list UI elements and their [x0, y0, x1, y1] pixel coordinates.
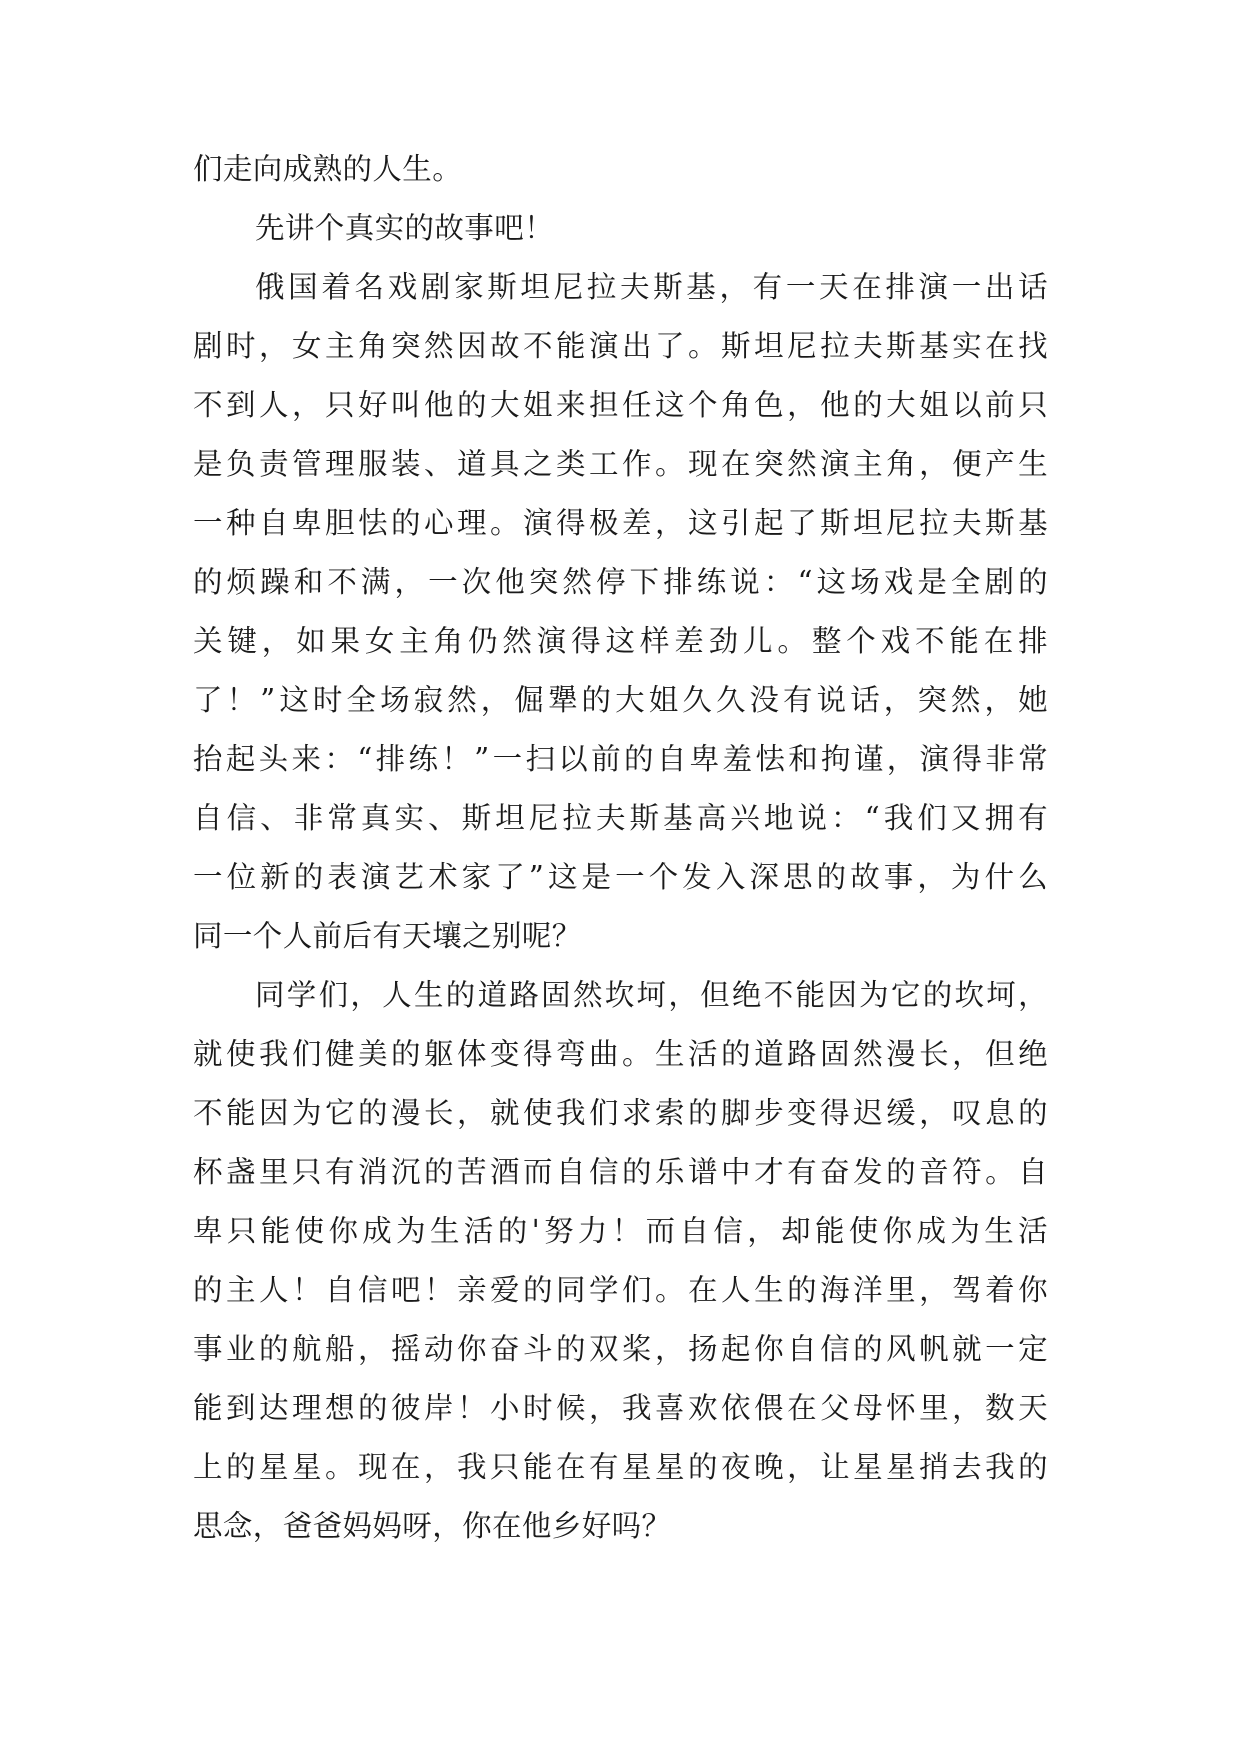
- text-line: 上的星星。现在，我只能在有星星的夜晚，让星星捎去我的: [193, 1450, 1048, 1484]
- text-line: 们走向成熟的人生。: [193, 152, 463, 186]
- text-line: 不能因为它的漫长，就使我们求索的脚步变得迟缓，叹息的: [193, 1096, 1048, 1130]
- text-line: 思念，爸爸妈妈呀，你在他乡好吗？: [193, 1509, 672, 1543]
- body-text: [193, 140, 1048, 1556]
- text-line: 了！”这时全场寂然，倔犟的大姐久久没有说话，突然，她: [193, 683, 1048, 717]
- text-line: 事业的航船，摇动你奋斗的双桨，扬起你自信的风帆就一定: [193, 1332, 1048, 1366]
- text-line: 的主人！自信吧！亲爱的同学们。在人生的海洋里，驾着你: [193, 1273, 1048, 1307]
- text-line: 杯盏里只有消沉的苦酒而自信的乐谱中才有奋发的音符。自: [193, 1155, 1048, 1189]
- text-line: 剧时，女主角突然因故不能演出了。斯坦尼拉夫斯基实在找: [193, 329, 1048, 363]
- text-line: 就使我们健美的躯体变得弯曲。生活的道路固然漫长，但绝: [193, 1037, 1048, 1071]
- text-line: 先讲个真实的故事吧！: [255, 211, 555, 245]
- text-line: 卑只能使你成为生活的'努力！而自信，却能使你成为生活: [193, 1214, 1048, 1248]
- text-line: 不到人，只好叫他的大姐来担任这个角色，他的大姐以前只: [193, 388, 1048, 422]
- text-line: 抬起头来：“排练！”一扫以前的自卑羞怯和拘谨，演得非常: [193, 742, 1048, 776]
- text-line: 一种自卑胆怯的心理。演得极差，这引起了斯坦尼拉夫斯基: [193, 506, 1048, 540]
- text-line: 是负责管理服装、道具之类工作。现在突然演主角，便产生: [193, 447, 1048, 481]
- text-line: 一位新的表演艺术家了”这是一个发入深思的故事，为什么: [193, 860, 1048, 894]
- text-line: 俄国着名戏剧家斯坦尼拉夫斯基，有一天在排演一出话: [255, 270, 1048, 304]
- text-line: 的烦躁和不满，一次他突然停下排练说：“这场戏是全剧的: [193, 565, 1048, 599]
- text-line: 同一个人前后有天壤之别呢？: [193, 919, 582, 953]
- text-line: 同学们，人生的道路固然坎坷，但绝不能因为它的坎坷，: [255, 978, 1048, 1012]
- text-line: 自信、非常真实、斯坦尼拉夫斯基高兴地说：“我们又拥有: [193, 801, 1048, 835]
- text-line: 关键，如果女主角仍然演得这样差劲儿。整个戏不能在排: [193, 624, 1048, 658]
- text-line: 能到达理想的彼岸！小时候，我喜欢依偎在父母怀里，数天: [193, 1391, 1048, 1425]
